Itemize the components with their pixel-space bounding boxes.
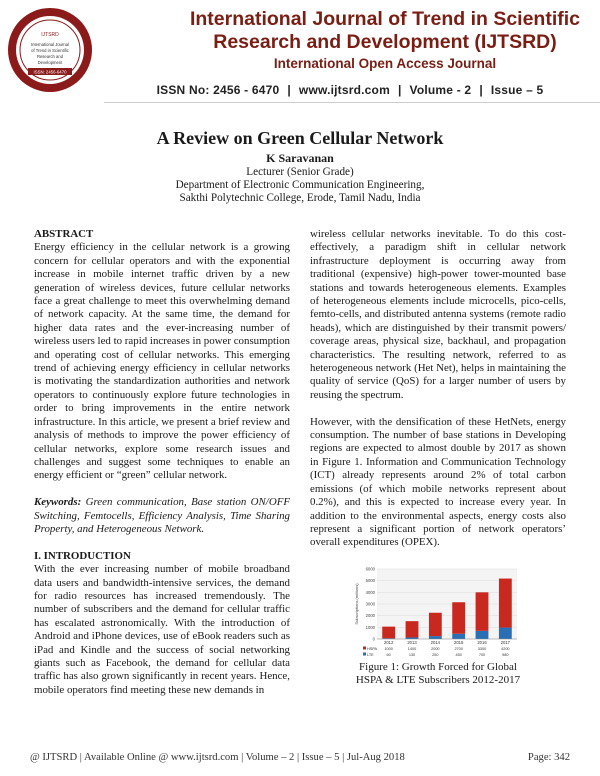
affiliation-line: Sakthi Polytechnic College, Erode, Tamil Nadu, India: [179, 192, 421, 204]
issn-line: ISSN No: 2456 - 6470 | www.ijtsrd.com | Volume - 2 | Issue – 5: [156, 83, 544, 97]
bar-hspa: [406, 621, 419, 637]
left-column: [34, 228, 290, 711]
data-table-value: 2700: [454, 647, 463, 652]
body-paragraph: wireless cellular networks inevitable. To do this cost-effectively, a paradigm shift in cellular network infrastructure deployment is occurring away from traditional (expensive) high-power tower-mounted base stations and towards heterogeneous elements. Examples of heterogeneous elements include microcells, pico-cells, femto-cells, and distributed antenna systems (remote radio heads), which are distinguished by their transmit powers/ coverage areas, physical size, backhaul, and propagation characteristics. The resulting network, referred to as heterogeneous network (Het Net), helps in maintaining the quality of service (QoS) for a larger number of users by reusing the spectrum.: [310, 228, 566, 401]
legend-swatch: [363, 647, 366, 650]
growth-chart: [353, 563, 523, 659]
y-tick-label: 3000: [365, 601, 375, 607]
y-tick-label: 5000: [365, 578, 375, 584]
data-table-value: 1000: [384, 647, 393, 652]
svg-text:International Journal: International Journal: [31, 42, 69, 47]
affiliation-line: Department of Electronic Communication Engineering,: [175, 179, 425, 191]
figure-caption: Figure 1: Growth Forced for Global HSPA & LTE Subscribers 2012-2017: [355, 661, 521, 687]
bar-lte: [452, 634, 465, 639]
author-name: K Saravanan: [266, 151, 334, 165]
data-table-value: 1400: [407, 647, 417, 652]
bar-hspa: [499, 579, 512, 628]
data-table-value: 130: [408, 653, 416, 658]
svg-text:ISSN: 2456-6470: ISSN: 2456-6470: [33, 69, 67, 75]
bar-lte: [429, 636, 442, 639]
bar-hspa: [429, 613, 442, 636]
data-table-value: 700: [478, 653, 486, 658]
abstract-heading: ABSTRACT: [34, 228, 94, 240]
x-tick-label: 2013: [407, 640, 417, 646]
data-table-value: 980: [502, 653, 509, 658]
bar-hspa: [476, 592, 489, 631]
svg-text:IJTSRD: IJTSRD: [41, 32, 59, 38]
journal-logo: [6, 6, 94, 94]
data-table-value: 4200: [501, 647, 510, 652]
y-axis-label: Subscriptions (millions): [354, 583, 359, 625]
journal-title: International Journal of Trend in Scientific Research and Development (IJTSRD): [189, 8, 581, 53]
bar-hspa: [452, 602, 465, 634]
bar-hspa: [382, 627, 395, 639]
svg-text:Development: Development: [37, 60, 63, 65]
affiliation-line: Lecturer (Senior Grade): [246, 166, 354, 178]
legend-label: LTE: [367, 653, 374, 658]
x-tick-label: 2014: [430, 640, 440, 646]
keywords-label: Keywords:: [34, 496, 82, 509]
legend-swatch: [363, 653, 366, 656]
footer-citation: @ IJTSRD | Available Online @ www.ijtsrd.com | Volume – 2 | Issue – 5 | Jul-Aug 2018: [30, 752, 405, 763]
y-tick-label: 1000: [365, 624, 375, 630]
y-tick-label: 2000: [365, 613, 375, 619]
bar-lte: [476, 631, 489, 639]
right-column: [310, 228, 566, 687]
paper-title: A Review on Green Cellular Network: [156, 128, 444, 148]
figure-1: [353, 563, 523, 687]
x-tick-label: 2016: [477, 640, 487, 646]
body-paragraph: However, with the densification of these HetNets, energy consumption. The number of base stations in Developing regions are expected to almost double by 2017 as shown in Figure 1. Information and Communication Technology (ICT) already represents around 2% of total carbon emissions (of which mobile networks represent about 0.2%), and this is expected to increase every year. In addition to the environmental aspects, energy costs also represent a significant portion of network operators’ overall expenditures (OPEX).: [310, 415, 566, 549]
issue-label: Issue – 5: [490, 83, 544, 97]
svg-text:Research and: Research and: [36, 54, 64, 59]
data-table-value: 250: [432, 653, 439, 658]
intro-text: With the ever increasing number of mobile broadband data users and bandwidth-intensive services, the demand for radio resources has increased tremendously. The number of subscribers and the demand for cellular traffic has escalated astronomically. With the introduction of Android and iPhone devices, use of eBook readers such as iPad and Kindle and the success of social networking giants such as Facebook, the demand for cellular data traffic has also grown significantly in recent years. Hence, mobile operators find meeting these new demands in: [34, 563, 290, 696]
data-table-value: 450: [455, 653, 462, 658]
issn-number: ISSN No: 2456 - 6470: [156, 83, 280, 97]
page-number: Page: 342: [527, 752, 570, 763]
volume-label: Volume - 2: [409, 83, 472, 97]
header-divider: [104, 102, 600, 103]
data-table-value: 60: [386, 653, 391, 658]
affiliation: [0, 166, 600, 205]
intro-heading: I. INTRODUCTION: [34, 549, 131, 562]
journal-subtitle: International Open Access Journal: [273, 56, 497, 71]
journal-url[interactable]: www.ijtsrd.com: [298, 83, 390, 97]
y-tick-label: 4000: [365, 589, 375, 595]
page-footer: [30, 752, 570, 763]
y-tick-label: 6000: [365, 566, 375, 572]
x-tick-label: 2015: [454, 640, 464, 646]
bar-lte: [499, 628, 512, 639]
legend-label: HSPA: [367, 647, 378, 652]
data-table-value: 2000: [431, 647, 440, 652]
abstract-text: Energy efficiency in the cellular network is a growing concern for cellular operators and with the exponential increase in mobile internet traffic driven by a new generation of wireless devices, future cellular networks face a great challenge to meet this overwhelming demand of network capacity. At the same time, the demand for higher data rates and the ever-increasing number of wireless users led to rapid increases in power consumption and operating cost of cellular networks. This emerging trend of achieving energy efficiency in cellular networks is motivating the standardization authorities and network operators to continuously explore future technologies in order to bring improvements in the entire network infrastructure. In this article, we present a brief review and analysis of methods to improve the power efficiency of cellular networks, explore some research issues and challenges and suggest some techniques to enable an energy efficient or “green” cellular network.: [34, 241, 290, 482]
x-tick-label: 2012: [384, 640, 394, 646]
svg-text:of Trend in Scientific: of Trend in Scientific: [31, 48, 69, 53]
keywords-text: Green communication, Base station ON/OFF Switching, Femtocells, Efficiency Analysis, Time Sharing Property, and Heterogeneous Network.: [34, 496, 291, 535]
keywords: [34, 496, 290, 536]
x-tick-label: 2017: [500, 640, 510, 646]
y-tick-label: 0: [372, 636, 375, 642]
data-table-value: 3300: [477, 647, 487, 652]
